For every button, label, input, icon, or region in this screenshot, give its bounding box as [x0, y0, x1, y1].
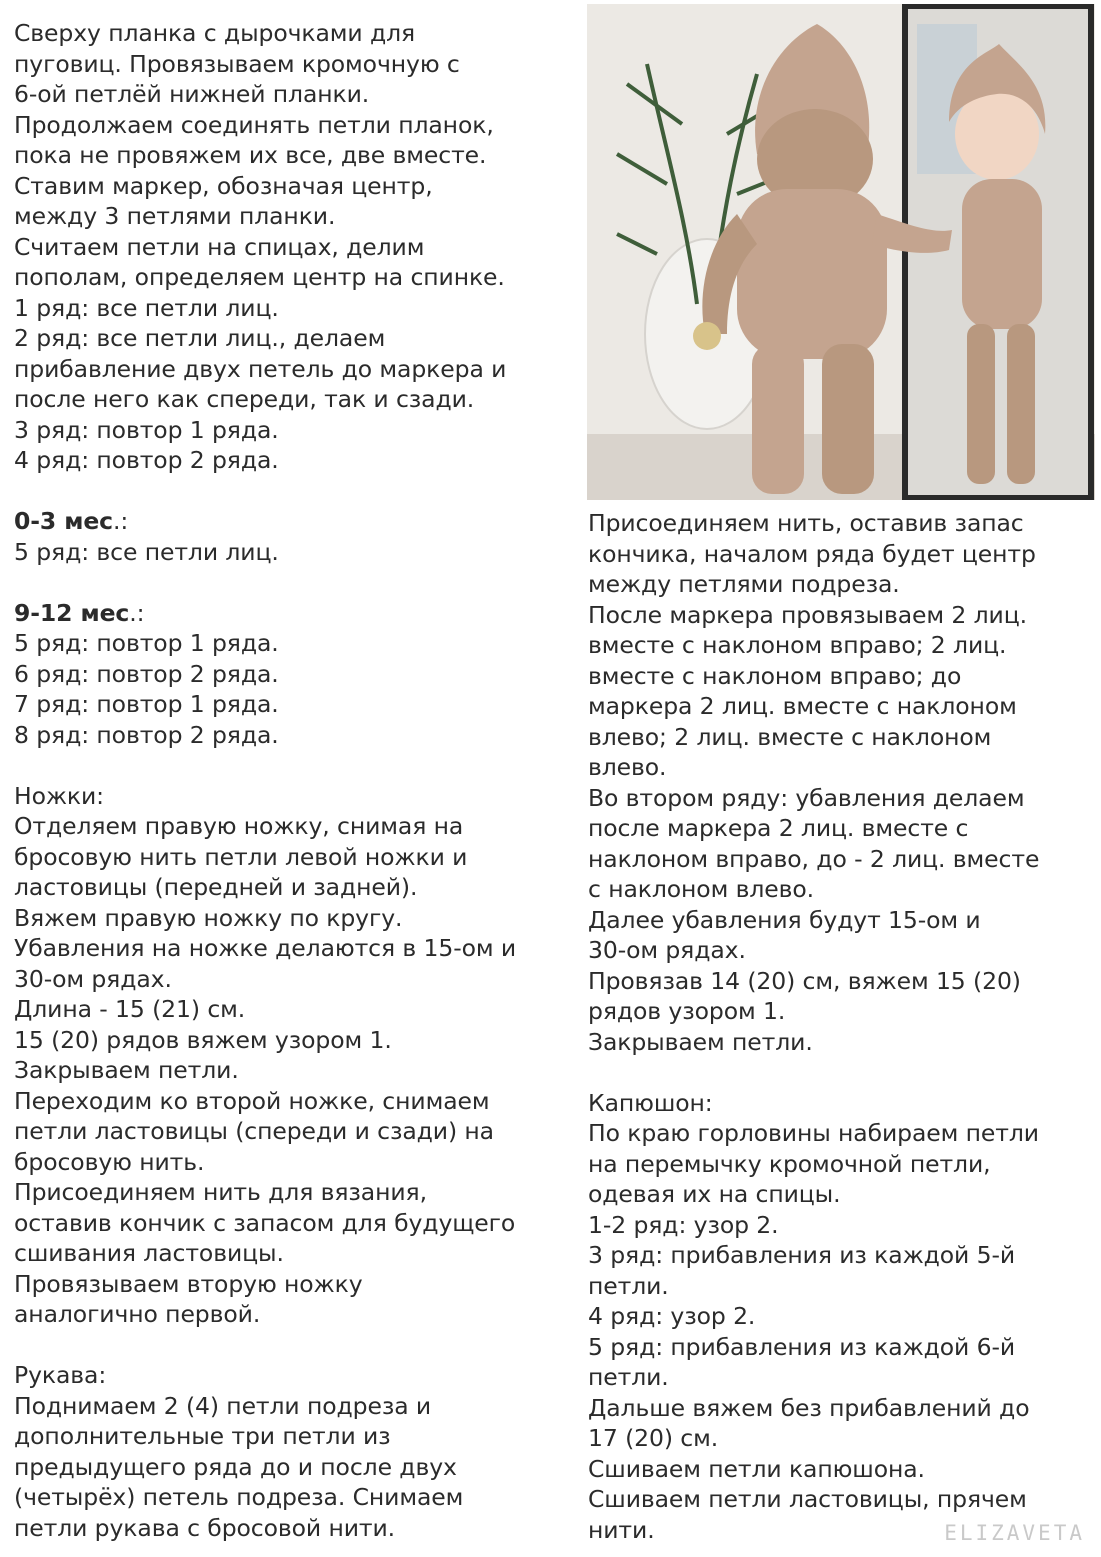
text-line: после маркера 2 лиц. вместе с: [588, 814, 969, 842]
size-9-12-section: [14, 598, 574, 751]
paragraph-gap: [14, 567, 574, 598]
text-line: 30-ом рядах.: [588, 936, 746, 964]
text-line: Сшиваем петли капюшона.: [588, 1454, 925, 1483]
text-line: между 3 петлями планки.: [14, 202, 336, 230]
text-line: Убавления на ножке делаются в 15-ом и: [14, 934, 517, 962]
text-line: кончика, началом ряда будет центр: [588, 539, 1036, 568]
text-line: петли.: [588, 1271, 669, 1300]
right-column: [588, 508, 1088, 1545]
paragraph-gap: [14, 476, 574, 507]
hood-section: [588, 1088, 1088, 1546]
size-heading-suffix: .:: [129, 598, 145, 627]
legs-section: [14, 781, 574, 1330]
text-line: (четырёх) петель подреза. Снимаем: [14, 1483, 464, 1511]
text-line: 1 ряд: все петли лиц.: [14, 293, 279, 322]
text-line: Длина - 15 (21) см.: [14, 995, 246, 1023]
text-line: пуговиц. Провязываем кромочную с: [14, 49, 460, 78]
text-line: бросовую нить петли левой ножки и: [14, 842, 468, 871]
size-heading-bold: 9-12 мес: [14, 598, 130, 627]
section-heading: Капюшон:: [588, 1088, 713, 1117]
text-line: 4 ряд: повтор 2 ряда.: [14, 446, 279, 474]
text-line: Присоединяем нить для вязания,: [14, 1178, 427, 1206]
toy: [693, 322, 721, 350]
text-line: 17 (20) см.: [588, 1424, 719, 1452]
text-line: ластовицы (передней и задней).: [14, 873, 418, 901]
text-line: Поднимаем 2 (4) петли подреза и: [14, 1391, 432, 1420]
knitted-jumpsuit-photo: [587, 4, 1095, 500]
text-line: Сшиваем петли ластовицы, прячем: [588, 1485, 1027, 1513]
text-line: 3 ряд: прибавления из каждой 5-й: [588, 1241, 1016, 1269]
text-line: наклоном вправо, до - 2 лиц. вместе: [588, 844, 1040, 873]
text-line: 7 ряд: повтор 1 ряда.: [14, 690, 279, 718]
section-heading: Рукава:: [14, 1361, 107, 1389]
text-line: пополам, определяем центр на спинке.: [14, 263, 505, 291]
text-line: рядов узором 1.: [588, 997, 786, 1025]
text-line: Закрываем петли.: [14, 1056, 239, 1084]
text-line: 4 ряд: узор 2.: [588, 1302, 756, 1330]
intro-section: [14, 18, 574, 476]
text-line: вместе с наклоном вправо; 2 лиц.: [588, 631, 1007, 659]
text-line: 5 ряд: все петли лиц.: [14, 537, 279, 566]
text-line: между петлями подреза.: [588, 570, 900, 598]
text-line: Отделяем правую ножку, снимая на: [14, 812, 464, 840]
text-line: 5 ряд: прибавления из каждой 6-й: [588, 1332, 1016, 1361]
text-line: с наклоном влево.: [588, 875, 815, 903]
size-heading: [14, 506, 574, 537]
text-line: Далее убавления будут 15-ом и: [588, 905, 981, 934]
text-line: бросовую нить.: [14, 1147, 205, 1176]
text-line: влево; 2 лиц. вместе с наклоном: [588, 722, 992, 751]
text-line: влево.: [588, 753, 667, 781]
text-line: маркера 2 лиц. вместе с наклоном: [588, 692, 1017, 720]
size-0-3-section: [14, 506, 574, 567]
text-line: сшивания ластовицы.: [14, 1239, 284, 1267]
text-line: на перемычку кромочной петли,: [588, 1149, 991, 1178]
text-line: прибавление двух петель до маркера и: [14, 354, 507, 383]
text-line: По краю горловины набираем петли: [588, 1119, 1039, 1147]
author-watermark: ELIZAVETA: [944, 1521, 1085, 1545]
text-line: После маркера провязываем 2 лиц.: [588, 600, 1027, 629]
paragraph-gap: [14, 750, 574, 781]
paragraph-gap: [588, 1057, 1088, 1088]
text-line: 6-ой петлёй нижней планки.: [14, 80, 370, 108]
text-line: после него как спереди, так и сзади.: [14, 385, 475, 413]
sleeves-continued-section: [588, 508, 1088, 1057]
text-line: 1-2 ряд: узор 2.: [588, 1210, 779, 1239]
left-column: [14, 18, 574, 1543]
knitted-baby-jumpsuit-photo-icon: [587, 4, 1095, 500]
text-line: 8 ряд: повтор 2 ряда.: [14, 720, 279, 749]
text-line: петли ластовицы (спереди и сзади) на: [14, 1117, 494, 1145]
text-line: Закрываем петли.: [588, 1027, 813, 1056]
text-line: Во втором ряду: убавления делаем: [588, 783, 1025, 812]
text-line: 15 (20) рядов вяжем узором 1.: [14, 1025, 392, 1054]
text-line: дополнительные три петли из: [14, 1422, 391, 1450]
text-line: 2 ряд: все петли лиц., делаем: [14, 324, 386, 352]
text-line: петли рукава с бросовой нити.: [14, 1513, 396, 1542]
text-line: Провязываем вторую ножку: [14, 1269, 363, 1298]
text-line: Присоединяем нить, оставив запас: [588, 509, 1024, 537]
text-line: одевая их на спицы.: [588, 1180, 841, 1208]
text-line: 5 ряд: повтор 1 ряда.: [14, 629, 279, 657]
text-line: Продолжаем соединять петли планок,: [14, 110, 494, 139]
paragraph-gap: [14, 1330, 574, 1361]
text-line: 3 ряд: повтор 1 ряда.: [14, 415, 279, 444]
text-line: Переходим ко второй ножке, снимаем: [14, 1086, 490, 1115]
section-heading: Ножки:: [14, 781, 105, 810]
text-line: предыдущего ряда до и после двух: [14, 1452, 457, 1481]
text-line: Вяжем правую ножку по кругу.: [14, 903, 403, 932]
size-heading: [14, 598, 574, 629]
text-line: вместе с наклоном вправо; до: [588, 661, 962, 690]
text-line: Считаем петли на спицах, делим: [14, 232, 425, 261]
text-line: пока не провяжем их все, две вместе.: [14, 141, 487, 169]
text-line: Ставим маркер, обозначая центр,: [14, 171, 433, 200]
sleeves-section: [14, 1360, 574, 1543]
text-line: Дальше вяжем без прибавлений до: [588, 1393, 1030, 1422]
size-heading-bold: 0-3 мес: [14, 507, 114, 535]
text-line: нити.: [588, 1515, 655, 1544]
text-line: 6 ряд: повтор 2 ряда.: [14, 659, 279, 688]
text-line: Сверху планка с дырочками для: [14, 19, 416, 47]
text-line: 30-ом рядах.: [14, 964, 172, 993]
text-line: Провязав 14 (20) см, вяжем 15 (20): [588, 966, 1021, 995]
text-line: аналогично первой.: [14, 1300, 261, 1328]
text-line: петли.: [588, 1363, 669, 1391]
text-line: оставив кончик с запасом для будущего: [14, 1208, 516, 1237]
size-heading-suffix: .:: [113, 507, 129, 535]
